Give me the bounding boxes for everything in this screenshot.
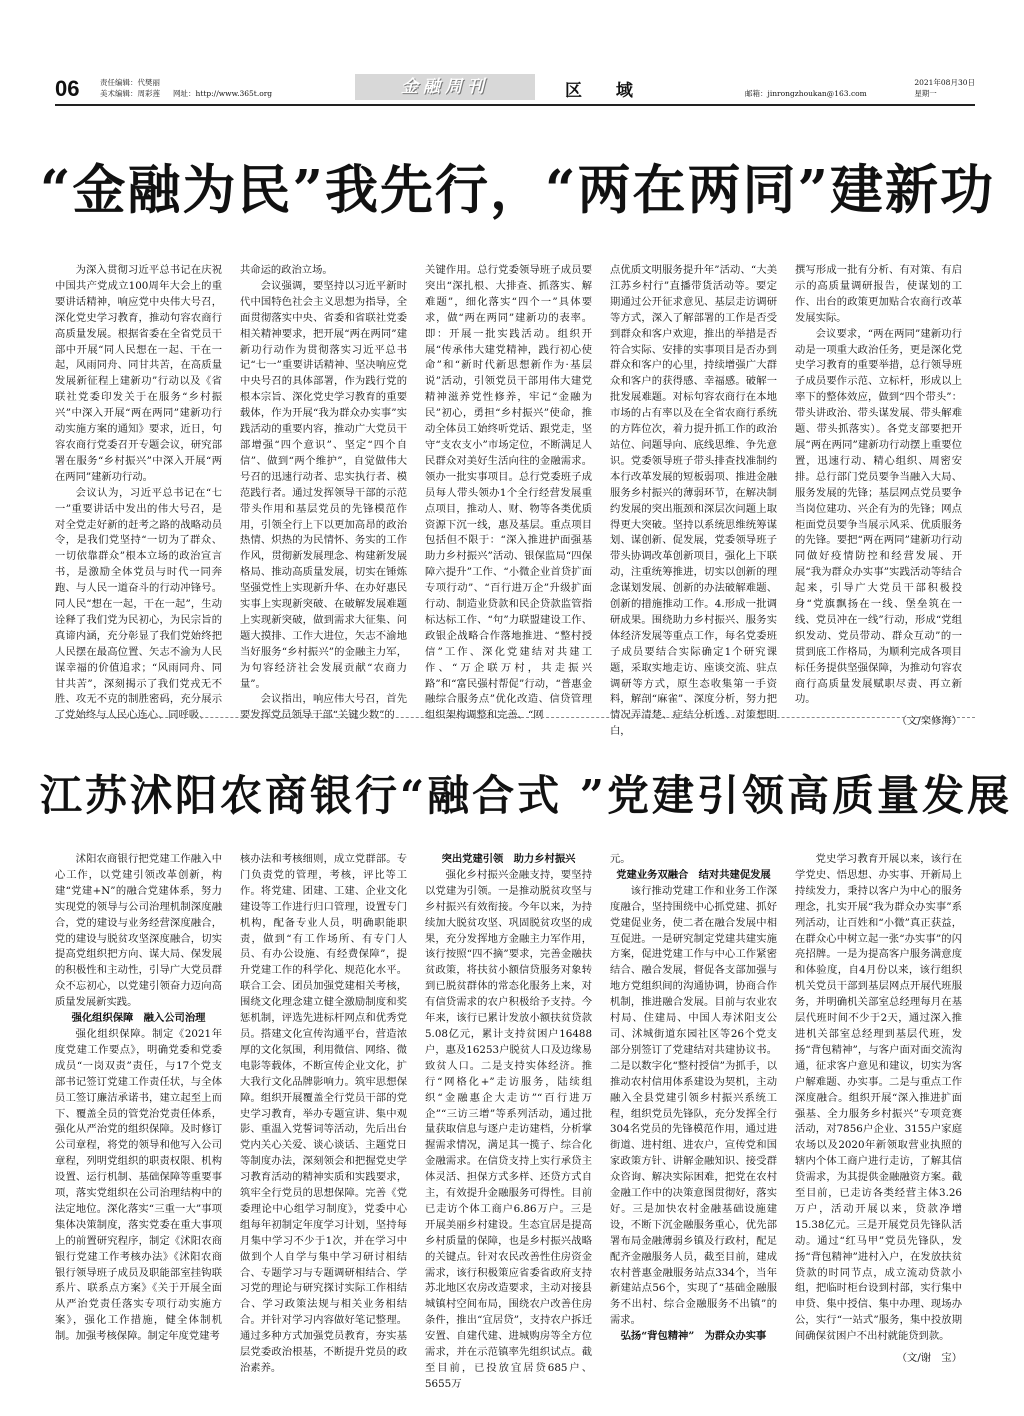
article1-column-5: 撰写形成一批有分析、有对策、有启示的高质量调研报告，使谋划的工作、出台的政策更加贴合农商行改革发展实际。 会议要求，“两在两同”建新功行动是一项重大政治任务，更是深化党史学习教育的重要举措，总行领导班子成员要作示范、立标杆，形成以上率下的整体效应，做到“四个带头”：带头讲政治、带头谋发展、带头解难题、带头抓落实）。各党支部要把开展“两在两同”建新功行动摆上重要位置，迅速行动、精心组织、周密安排。总行部门党员要争当融入大局、服务发展的先锋；基层网点党员要争当岗位建功、兴企有为的先锋；网点柜面党员要争当展示风采、优质服务的先锋。要把“两在两同”建新功行动同做好疫情防控和经营发展、开展“我为群众办实事”实践活动等结合起来，引导广大党员干部积极投身“党旗飘扬在一线、堡垒筑在一线、党员冲在一线”行动，形成“党组织发动、党员带动、群众互动”的一贯到底工作格局，为顺利完成各项目标任务提供坚强保障，为推动句容农商行高质量发展赋职尽责、再立新功。 （文/栾修海） bbox=[795, 263, 962, 703]
website: 网址：http://www.365t.org bbox=[173, 89, 273, 98]
editor: 责任编辑：代樊丽 bbox=[100, 78, 160, 87]
article1-body bbox=[55, 263, 962, 738]
section-name: 区 域 bbox=[565, 81, 647, 101]
editor-credits bbox=[100, 77, 160, 99]
article2-body bbox=[55, 852, 962, 1390]
article2-column-1: 沭阳农商银行把党建工作融入中心工作，以党建引领改革创新，构建“党建+N”的融合党建体系，努力实现党的领导与公司治理机制深度融合，党的建设与业务经营深度融合，党的建设与脱贫攻坚深度融合，切实提高党组织把方向、谋大局、保发展的积极性和主动性，引导广大党员群众不忘初心，以党建引领奋力迈向高质量发展新实践。 强化组织保障 融入公司治理 强化组织保障。制定《2021年度党建工作要点》，明确党委和党委成员“一岗双责”责任，与17个党支部书记签订党建工作责任状，与全体员工签订廉洁承诺书，建立起至上而下、覆盖全员的管党治党责任体系，强化从严治党的组织保障。及时修订公司章程，将党的领导和他写入公司章程，列明党组织的职责权限、机构设置、运行机制、基础保障等重要事项，落实党组织在公司治理结构中的法定地位。深化落实“三重一大”事项集体决策制度，落实党委在重大事项上的前置研究程序，制定《沭阳农商银行党建工作考核办法》《沭阳农商银行领导班子成员及职能部室挂钩联系片、联系点方案》《关于开展全面从严治党责任落实专项行动实施方案》，强化工作措施，健全体制机制。加强考核保障。制定年度党建考 bbox=[55, 853, 222, 1343]
email: 邮箱：jinrongzhoukan@163.com bbox=[745, 89, 867, 98]
article2-subhead-2: 突出党建引领 助力乡村振兴 bbox=[441, 853, 576, 865]
article2-column-3: 突出党建引领 助力乡村振兴 强化乡村振兴金融支持，要坚持以党建为引领。一是推动脱贫攻坚与乡村振兴有效衔接。今年以来，为持续加大脱贫攻坚、巩固脱贫攻坚的成果，充分发挥地方金融主力军作用，该行按照“四不摘”要求，完善金融扶贫政策，将扶贫小额信贷服务对象转到已脱贫群体的常态化服务上来，对有信贷需求的农户积极给予支持。今年来，该行已累计发放小额扶贫贷款5.08亿元，累计支持贫困户16488户，惠及16253户脱贫人口及边缘易致贫人口。二是支持实体经济。推行“网格化+”走访服务，陆续组织“金融惠企大走访”“百行进万企”“三访三增”等系列活动，通过批量获取信息与逐户走访建档，分析掌握需求情况，满足其一揽子、综合化金融需求。在信贷支持上实行承贷主体灵活、担保方式多样、还贷方式自主，有效提升金融服务可得性。目前已走访个体工商户6.86万户。三是开展美丽乡村建设。生态宜居是提高乡村质量的保障，也是乡村振兴战略的关键点。针对农民改善性住房资金需求，该行积极策应省委省政府支持苏北地区农房改造要求，主动对接县城镇村空间布局，围绕农户改善住房条件，推出“宜居贷”，支持农户拆迁安置、自建代建、进城购房等全方位需求，并在示范镇率先组织试点。截至目前，已投放宜居贷685户、5655万 bbox=[425, 853, 592, 1390]
article2-headline: 江苏沭阳农商银行“融合式 ”党建引领高质量发展 bbox=[40, 771, 1012, 820]
page-header bbox=[55, 74, 975, 104]
article2-subhead-1: 强化组织保障 融入公司治理 bbox=[71, 1012, 206, 1025]
article2-column-2: 核办法和考核细则，成立党群部。专门负责党的管理，考核，评比等工作。将党建、团建、工建、企业文化建设等工作进行归口管理，设置专门机构，配备专业人员，明确职能职责，做到“有工作场所、有专门人员、有办公设施、有经费保障”，提升党建工作的科学化、规范化水平。联合工会、团员加强党建相关考核，围绕文化理念建立健全激励制度和奖惩机制，评选先进标杆网点和优秀党员。搭建文化宣传沟通平台，营造浓厚的文化氛围，利用微信、网络、微电影等载体，不断宣传企业文化，扩大我行文化品牌影响力。筑牢思想保障。组织开展覆盖全行党员干部的党史学习教育，举办专题宣讲、集中观影、重温入党誓词等活动，先后出台党内关心关爱、谈心谈话、主题党日等制度办法，深刻领会和把握党史学习教育活动的精神实质和实践要求，筑牢全行党员的思想保障。完善《党委理论中心组学习制度》，党委中心组每年初制定年度学习计划，坚持每月集中学习不少于1次，并在学习中做到个人自学与集中学习研讨相结合、专题学习与专题调研相结合、学习党的理论与研究探讨实际工作相结合、学习政策法规与相关业务相结合。并针对学习内容做好笔记整理。通过多种方式加强党员教育，夯实基层党委政治根基，不断提升党员的政治素养。 bbox=[240, 853, 407, 1374]
issue-date: 2021年08月30日 星期一 bbox=[914, 78, 975, 98]
article1-headline: “金融为民”我先行，“两在两同”建新功 bbox=[40, 159, 995, 221]
article1-column-1: 为深入贯彻习近平总书记在庆祝中国共产党成立100周年大会上的重要讲话精神，响应党中央伟大号召，深化党史学习教育，推动句容农商行高质量发展。根据省委在全省党员干部中开展“同人民想在一起、干在一起，风雨同舟、同甘共苦，在高质量发展新征程上建新功”行动以及《省联社党委印发关于在服务“乡村振兴”中深入开展“两在两同”建新功行动实施方案的通知》要求，近日，句容农商行党委召开专题会议，研究部署在服务“乡村振兴”中深入开展“两在两同”建新功行动。 会议认为，习近平总书记在“七一”重要讲话中发出的伟大号召，是对全党走好新的赶考之路的战略动员令，是我们党坚持“一切为了群众、一切依靠群众”根本立场的政治宣言书，是激励全体党员与时代一同奔跑、与人民一道奋斗的行动冲锋号。同人民“想在一起，干在一起”，生动诠释了我们党为民初心，为民宗旨的真谛内涵，充分彰显了我们党始终把人民摆在最高位置、矢志不渝为人民谋幸福的价值追求；“风雨同舟、同甘共苦”，深刻揭示了我们党戎无不胜、攻无不克的制胜密码，充分展示了党始终与人民心连心、同呼吸、 bbox=[55, 264, 222, 722]
article1-column-3: 关键作用。总行党委领导班子成员要突出“深扎根、大排查、抓落实、解难题”，细化落实“四个一”具体要求，做“两在两同”建新功的表率。即：开展一批实践活动。组织开展“传承伟大建党精神，践行初心使命”和“新时代新思想新作为·基层说”活动，引领党员干部用伟大建党精神滋养党性修养，牢记“金融为民”初心，勇担“乡村振兴”使命，推动全体员工始终听党话、跟党走，坚守“支农支小”市场定位，不断满足人民群众对美好生活向往的金融需求。领办一批实事项目。总行党委班子成员每人带头领办1个全行经营发展重点项目，推动人、财、物等各类优质资源下沉一线，惠及基层。重点项目包括但不限于：“深入推进护面强基 助力乡村振兴”活动、银保监局“四保障六提升”工作、“小微企业首贷扩面专项行动”、“百行进万企”升级扩面行动、制造业贷款和民企贷款监管指标达标工作、“句”力联盟建设工作、政银企战略合作落地推进、“整村授信”工作、深化党建结对共建工作、“万企联万村，共走振兴路”和“富民强村帮促”行动，“普惠金融综合服务点”优化改造、信贷管理组织架构调整和完善、“网 bbox=[425, 264, 592, 722]
article-divider bbox=[55, 717, 975, 718]
article2-subhead-3: 党建业务双融合 结对共建促发展 bbox=[616, 868, 771, 881]
article2-byline: （文/谢 宝） bbox=[896, 1352, 962, 1365]
article2-subhead-4: 弘扬“背包精神” 为群众办实事 bbox=[620, 1330, 767, 1343]
article2-column-4: 元。 党建业务双融合 结对共建促发展 该行推动党建工作和业务工作深度融合，坚持围绕中心抓党建、抓好党建促业务，使二者在融合发展中相互促进。一是研究制定党建共建实施方案，促进党建工作与中心工作紧密结合、融合发展，督促各支部加强与地方党组织间的沟通协调，协商合作机制，推进融合发展。目前与农业农村局、住建局、中国人寿沭阳支公司、沭城街道东园社区等26个党支部分别签订了党建结对共建协议书。二是以数字化“整村授信”为抓手，以推动农村信用体系建设为契机，主动融入全县党建引领乡村振兴系统工程，组织党员先锋队，充分发挥全行304名党员的先锋模范作用，通过进街道、进村组、进农户，宣传党和国家政策方针、讲解金融知识、接受群众咨询、解决实际困难，把党在农村金融工作中的决策意图贯彻好，落实好。三是加快农村金融基础设施建设，不断下沉金融服务重心，优先部署布局金融薄弱乡镇及行政村，配足配齐金融服务人员，截至目前，建成农村普惠金融服务站点334个，当年新建站点56个，实现了“基础金融服务不出村、综合金融服务不出镇”的需求。 弘扬“背包精神” 为群众办实事 bbox=[610, 852, 777, 1377]
masthead: 金融周刊 bbox=[355, 74, 535, 100]
article1-column-4: 点优质文明服务提升年”活动、“大美江苏乡村行”直播带货活动等。要定期通过公开征求意见、基层走访调研等方式，深入了解部署的工作是否受到群众和客户欢迎，推出的举措是否符合实际、安排的实事项目是否办到群众和客户的心里，持续增强广大群众和客户的获得感、幸福感。破解一批发展难题。对标句容农商行在本地市场的占有率以及在全省农商行系统的方阵位次，着力提升抓工作的政治站位、问题导向、底线思维、争先意识。党委领导班子带头排查找准制约本行改革发展的短板弱项、推进金融服务乡村振兴的薄弱环节，在解决制约发展的突出瓶颈和深层次问题上取得更大突破。坚持以系统思维统筹谋划、谋创新、促发展，党委领导班子带头协调改革创新项目，强化上下联动，注重统筹推进，切实以创新的理念谋划发展、创新的办法破解难题、创新的措施推动工作。4.形成一批调研成果。围绕助力乡村振兴、服务实体经济发展等重点工作，每名党委班子成员要结合实际确定1个研究课题，采取实地走访、座谈交流、驻点调研等方式，原生态收集第一手资料，解剖“麻雀”、深度分析，努力把情况弄清楚、症结分析透、对策想明白， bbox=[610, 264, 777, 738]
header-rule bbox=[55, 104, 975, 106]
article1-column-2: 共命运的政治立场。 会议强调，要坚持以习近平新时代中国特色社会主义思想为指导，全面贯彻落实中央、省委和省联社党委相关精神要求，把开展“两在两同”建新功行动作为贯彻落实习近平总书记“七一”重要讲话精神、坚决响应党中央号召的具体部署，作为践行党的根本宗旨、深化党史学习教育的重要载体，作为开展“我为群众办实事”实践活动的重要内容，推动广大党员干部增强“四个意识”、坚定“四个自信”、做到“两个维护”，自觉做伟大号召的迅速行动者、忠实执行者、模范践行者。通过发挥领导干部的示范带头作用和基层党员的先锋模范作用，引领全行上下以更加高昂的政治热情、炽热的为民情怀、务实的工作作风，贯彻新发展理念、构建新发展格局、推动高质量发展，切实在锤炼坚强党性上实现新升华、在办好惠民实事上实现新突破、在破解发展难题上实现新突破，做到需求大征集、问题大摸排、工作大进位，矢志不渝地当好服务“乡村振兴”的金融主力军，为句容经济社会发展贡献“农商力量”。 会议指出，响应伟大号召，首先要发挥党员领导干部“关键少数”的 bbox=[240, 264, 407, 722]
page-number: 06 bbox=[55, 76, 80, 101]
article2-column-5: 党史学习教育开展以来，该行在学党史、悟思想、办实事、开新局上持续发力，秉持以客户为中心的服务理念，扎实开展“我为群众办实事”系列活动，让百姓和“小微”真正获益，在群众心中树立起一张“办实事”的闪亮招牌。一是为提高客户服务满意度和体验度，自4月份以来，该行组织机关党员干部到基层网点开展代班服务，并明确机关部室总经理每月在基层代班时间不少于2天，通过深入推进机关部室总经理到基层代班，发扬“背包精神”，与客户面对面交流沟通，征求客户意见和建议，切实为客户解难题、办实事。二是与重点工作深度融合。组织开展“深入推进扩面强基、全力服务乡村振兴”专项竞赛活动，对7856户企业、3155户家庭农场以及2020年新领取营业执照的辖内个体工商户进行走访，了解其信贷需求，为其提供金融融资方案。截至目前，已走访各类经营主体3.26万户，活动开展以来，贷款净增15.38亿元。三是开展党员先锋队活动。通过“红马甲”党员先锋队，发扬“背包精神”进村入户，在发放扶贫贷款的时同节点，成立流动贷款小组，把临时柜台设到村部，实行集中申贷、集中授信、集中办理、现场办公，实行“一站式”服务，集中投放期间确保贫困户不出村就能贷到款。 （文/谢 宝） bbox=[795, 852, 962, 1377]
art-editor: 美术编辑：周彩莲 bbox=[100, 89, 160, 98]
article1-byline: （文/栾修海） bbox=[896, 715, 962, 728]
